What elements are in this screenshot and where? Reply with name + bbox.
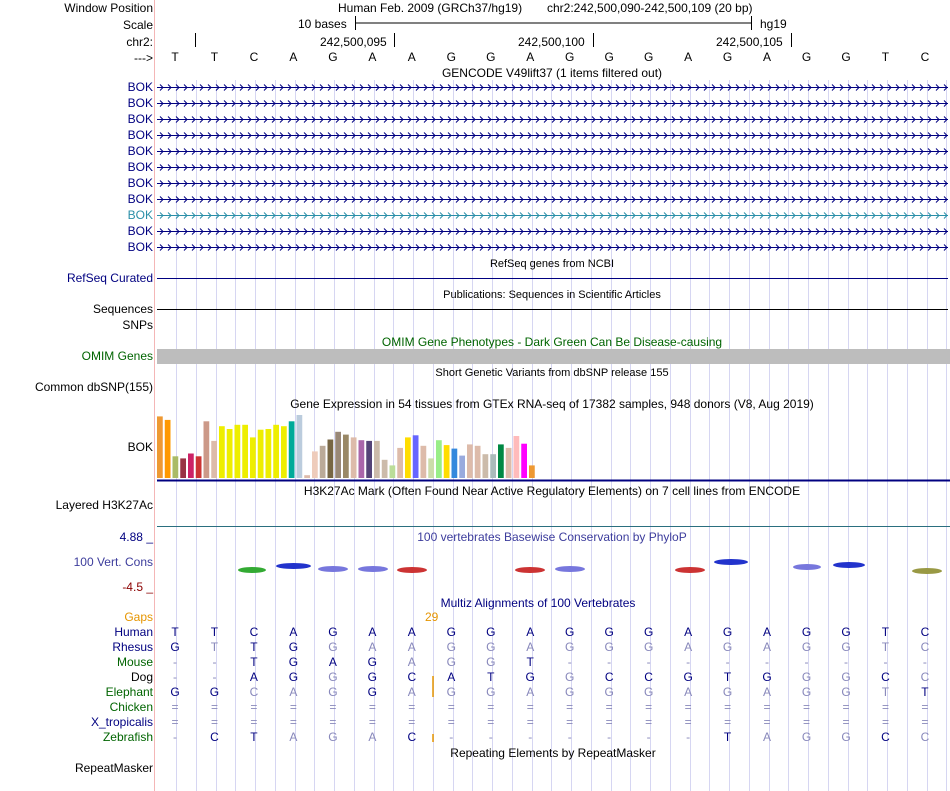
gencode-transcript-label[interactable]: BOK xyxy=(127,80,153,94)
gencode-transcript-label[interactable]: BOK xyxy=(127,128,153,142)
alignment-base: - xyxy=(567,730,572,744)
alignment-base: A xyxy=(447,670,456,684)
alignment-base: = xyxy=(566,700,574,714)
alignment-base: G xyxy=(367,685,378,699)
species-label: Mouse xyxy=(116,655,153,669)
gtex-track-label[interactable]: BOK xyxy=(127,440,153,454)
gtex-bar xyxy=(521,444,527,478)
alignment-base: G xyxy=(604,625,614,639)
reference-base: A xyxy=(526,50,535,64)
h3k27ac-track-label[interactable]: Layered H3K27Ac xyxy=(55,498,153,512)
alignment-base: - xyxy=(765,655,770,669)
alignment-base: A xyxy=(407,655,416,669)
alignment-base: G xyxy=(565,640,575,654)
alignment-base: = xyxy=(803,715,811,729)
alignment-base: C xyxy=(920,625,930,639)
omim-bar xyxy=(157,349,950,364)
phylop-max-label: 4.88 _ xyxy=(119,530,153,544)
alignment-base: = xyxy=(645,715,653,729)
alignment-base: - xyxy=(567,655,572,669)
alignment-base: C xyxy=(249,685,259,699)
phylop-logo-glyph xyxy=(675,567,705,573)
species-label: Zebrafish xyxy=(102,730,153,744)
alignment-base: G xyxy=(762,670,772,684)
alignment-base: C xyxy=(881,670,890,684)
alignment-base: C xyxy=(881,730,890,744)
gencode-track-title: GENCODE V49lift37 (1 items filtered out) xyxy=(441,66,663,80)
alignment-base: = xyxy=(487,715,495,729)
assembly-title: Human Feb. 2009 (GRCh37/hg19) xyxy=(338,1,523,15)
species-label: Human xyxy=(114,625,153,639)
alignment-base: G xyxy=(801,685,812,699)
alignment-base: - xyxy=(212,670,217,684)
alignment-base: C xyxy=(920,730,930,744)
sequences-track-label[interactable]: Sequences xyxy=(92,302,153,316)
gencode-transcript-label[interactable]: BOK xyxy=(127,224,153,238)
gtex-bar xyxy=(343,435,349,478)
gtex-bar xyxy=(436,440,442,478)
alignment-base: = xyxy=(921,715,929,729)
repeatmasker-track-label[interactable]: RepeatMasker xyxy=(74,761,153,775)
alignment-base: G xyxy=(328,640,338,654)
reference-base: G xyxy=(446,50,456,64)
phylop-logo-glyph xyxy=(555,566,585,572)
alignment-base: = xyxy=(684,700,692,714)
alignment-base: A xyxy=(368,730,377,744)
alignment-base: G xyxy=(722,640,733,654)
dbsnp-track-title: Short Genetic Variants from dbSNP release 155 xyxy=(435,367,669,379)
gencode-transcript-label[interactable]: BOK xyxy=(127,144,153,158)
alignment-base: T xyxy=(210,625,219,639)
publications-track-title: Publications: Sequences in Scientific Articles xyxy=(443,289,661,301)
gtex-bar xyxy=(390,465,396,478)
alignment-base: G xyxy=(722,685,733,699)
alignment-base: - xyxy=(646,655,651,669)
alignment-base: G xyxy=(209,685,220,699)
reference-base: C xyxy=(920,50,930,64)
alignment-base: = xyxy=(368,715,376,729)
refseq-track-label[interactable]: RefSeq Curated xyxy=(66,271,153,285)
alignment-base: = xyxy=(210,715,218,729)
scale-label: Scale xyxy=(122,18,153,32)
reference-base: A xyxy=(684,50,693,64)
alignment-base: T xyxy=(250,640,258,654)
alignment-base: = xyxy=(526,715,534,729)
alignment-base: = xyxy=(329,715,337,729)
alignment-base: G xyxy=(565,625,575,639)
alignment-base: - xyxy=(804,655,809,669)
gencode-transcript-label[interactable]: BOK xyxy=(127,192,153,206)
alignment-base: G xyxy=(801,670,812,684)
alignment-base: A xyxy=(328,655,337,669)
alignment-base: A xyxy=(289,625,298,639)
alignment-base: T xyxy=(250,655,258,669)
gtex-bar xyxy=(320,446,326,478)
gtex-bar xyxy=(165,420,171,478)
omim-track-title: OMIM Gene Phenotypes - Dark Green Can Be Disease-causing xyxy=(381,335,723,349)
alignment-base: - xyxy=(646,730,651,744)
coord-label-1: 242,500,095 xyxy=(320,35,387,49)
species-label: X_tropicalis xyxy=(90,715,153,729)
alignment-base: G xyxy=(565,685,575,699)
alignment-base: A xyxy=(684,640,693,654)
alignment-base: A xyxy=(526,625,535,639)
alignment-base: = xyxy=(250,700,258,714)
gencode-transcript-label[interactable]: BOK xyxy=(127,176,153,190)
alignment-base: = xyxy=(645,700,653,714)
alignment-base: = xyxy=(803,700,811,714)
alignment-base: - xyxy=(488,730,493,744)
gtex-bar xyxy=(258,430,264,478)
gtex-bar xyxy=(413,435,419,478)
gtex-bar xyxy=(235,425,241,478)
alignment-base: G xyxy=(841,625,851,639)
alignment-base: = xyxy=(763,715,771,729)
reference-base: G xyxy=(841,50,851,64)
alignment-base: G xyxy=(486,655,496,669)
alignment-base: C xyxy=(249,625,259,639)
reference-base: T xyxy=(171,50,179,64)
alignment-base: T xyxy=(526,655,534,669)
gtex-bar xyxy=(475,446,481,478)
repeatmasker-track-title: Repeating Elements by RepeatMasker xyxy=(450,746,656,760)
gtex-bar xyxy=(374,441,380,478)
alignment-base: = xyxy=(329,700,337,714)
gencode-transcript-label[interactable]: BOK xyxy=(127,96,153,110)
gtex-bar xyxy=(529,465,535,478)
snps-track-label[interactable]: SNPs xyxy=(122,318,153,332)
gtex-bar xyxy=(180,458,186,478)
alignment-base: G xyxy=(446,655,456,669)
gtex-track-title: Gene Expression in 54 tissues from GTEx RNA-seq of 17382 samples, 948 donors (V8, Aug 2019) xyxy=(290,397,814,411)
gtex-bar xyxy=(428,458,434,478)
alignment-base: T xyxy=(723,670,732,684)
alignment-base: A xyxy=(763,685,772,699)
alignment-base: - xyxy=(922,655,927,669)
gtex-bar xyxy=(459,456,465,478)
species-label: Chicken xyxy=(109,700,153,714)
alignment-base: - xyxy=(173,670,177,684)
gtex-bar xyxy=(421,446,427,478)
reference-base: G xyxy=(328,50,338,64)
alignment-base: A xyxy=(684,685,693,699)
gtex-bar xyxy=(498,444,504,478)
alignment-base: - xyxy=(173,655,177,669)
alignment-base: = xyxy=(605,700,613,714)
alignment-base: - xyxy=(607,655,612,669)
reference-base: G xyxy=(565,50,575,64)
gtex-bar xyxy=(157,416,163,478)
alignment-base: = xyxy=(210,700,218,714)
gtex-bar xyxy=(289,421,295,478)
alignment-base: A xyxy=(763,625,772,639)
gtex-bar xyxy=(405,437,411,478)
gencode-transcript-label[interactable]: BOK xyxy=(127,240,153,254)
phylop-logo-glyph xyxy=(358,566,388,572)
alignment-base: G xyxy=(486,640,496,654)
gtex-bar xyxy=(506,448,512,478)
reference-base: G xyxy=(801,50,812,64)
alignment-base: A xyxy=(249,670,258,684)
alignment-base: C xyxy=(407,670,417,684)
phylop-logo-glyph xyxy=(276,563,311,569)
alignment-base: G xyxy=(643,625,654,639)
chromosome-label: chr2: xyxy=(126,35,153,49)
alignment-base: G xyxy=(841,670,851,684)
alignment-base: = xyxy=(763,700,771,714)
alignment-base: G xyxy=(170,640,180,654)
alignment-base: T xyxy=(250,730,258,744)
alignment-base: G xyxy=(328,670,338,684)
gencode-transcript-label[interactable]: BOK xyxy=(127,112,153,126)
alignment-base: - xyxy=(686,730,691,744)
gtex-bar xyxy=(397,448,403,478)
alignment-base: A xyxy=(763,640,772,654)
alignment-base: T xyxy=(171,625,179,639)
alignment-base: G xyxy=(525,670,535,684)
alignment-base: G xyxy=(446,625,456,639)
alignment-base: A xyxy=(526,640,535,654)
alignment-base: = xyxy=(447,700,455,714)
alignment-base: A xyxy=(763,730,772,744)
alignment-base: = xyxy=(408,700,416,714)
alignment-base: = xyxy=(881,700,889,714)
alignment-base: G xyxy=(643,640,654,654)
alignment-base: G xyxy=(801,730,812,744)
alignment-base: G xyxy=(288,655,299,669)
alignment-base: = xyxy=(881,715,889,729)
scale-text: 10 bases xyxy=(298,17,347,31)
alignment-base: G xyxy=(604,685,614,699)
reference-base: G xyxy=(486,50,496,64)
alignment-base: = xyxy=(842,700,850,714)
alignment-base: G xyxy=(367,655,378,669)
alignment-base: C xyxy=(604,670,614,684)
alignment-base: G xyxy=(565,670,575,684)
alignment-base: G xyxy=(288,640,299,654)
alignment-base: - xyxy=(212,655,217,669)
alignment-base: T xyxy=(210,640,219,654)
gtex-bar xyxy=(266,429,272,478)
alignment-base: G xyxy=(328,685,338,699)
gtex-bar xyxy=(250,437,256,478)
alignment-base: = xyxy=(289,715,297,729)
alignment-base: G xyxy=(683,670,693,684)
phylop-track-title: 100 vertebrates Basewise Conservation by PhyloP xyxy=(417,530,687,544)
phylop-logo-glyph xyxy=(833,562,865,568)
gtex-bar xyxy=(196,456,202,478)
alignment-base: T xyxy=(723,730,732,744)
alignment-base: T xyxy=(881,685,890,699)
gtex-bar xyxy=(382,460,388,478)
alignment-base: = xyxy=(368,700,376,714)
alignment-base: G xyxy=(367,670,378,684)
alignment-base: A xyxy=(368,640,377,654)
reference-base: T xyxy=(210,50,219,64)
alignment-base: G xyxy=(841,685,851,699)
gtex-bar xyxy=(467,444,473,478)
window-position-label: Window Position xyxy=(64,1,153,15)
alignment-base: - xyxy=(173,730,177,744)
alignment-base: = xyxy=(447,715,455,729)
alignment-base: - xyxy=(686,655,691,669)
alignment-base: = xyxy=(289,700,297,714)
gap-count: 29 xyxy=(425,610,439,624)
omim-track-label[interactable]: OMIM Genes xyxy=(81,349,153,363)
alignment-base: = xyxy=(171,700,179,714)
alignment-base: G xyxy=(446,685,456,699)
alignment-base: A xyxy=(407,640,416,654)
alignment-base: A xyxy=(289,730,298,744)
gtex-bar xyxy=(173,456,179,478)
reference-base: G xyxy=(722,50,733,64)
alignment-base: A xyxy=(407,625,416,639)
species-label: Dog xyxy=(130,670,153,684)
gencode-transcript-label[interactable]: BOK xyxy=(127,160,153,174)
alignment-base: G xyxy=(170,685,180,699)
alignment-base: - xyxy=(528,730,533,744)
alignment-base: = xyxy=(724,715,732,729)
gtex-bar xyxy=(351,437,357,478)
gtex-bar xyxy=(304,475,310,478)
alignment-base: A xyxy=(526,685,535,699)
alignment-base: G xyxy=(604,640,614,654)
alignment-base: C xyxy=(407,730,417,744)
gtex-bar xyxy=(204,421,210,478)
gtex-bar xyxy=(242,425,248,478)
reference-base: A xyxy=(763,50,772,64)
alignment-base: - xyxy=(883,655,888,669)
alignment-base: G xyxy=(801,625,812,639)
alignment-base: G xyxy=(486,625,496,639)
species-label: Rhesus xyxy=(112,640,153,654)
alignment-base: C xyxy=(210,730,219,744)
gtex-bar xyxy=(366,441,372,478)
alignment-base: A xyxy=(407,685,416,699)
gtex-bar xyxy=(490,454,496,478)
gtex-bar xyxy=(297,415,303,478)
alignment-base: - xyxy=(843,655,848,669)
alignment-base: = xyxy=(487,700,495,714)
gtex-bar xyxy=(312,451,318,478)
alignment-base: G xyxy=(801,640,812,654)
gtex-bar xyxy=(335,432,341,478)
alignment-base: - xyxy=(607,730,612,744)
alignment-base: G xyxy=(643,685,654,699)
reference-base: C xyxy=(249,50,259,64)
gaps-label: Gaps xyxy=(124,610,153,624)
h3k27ac-track-title: H3K27Ac Mark (Often Found Near Active Regulatory Elements) on 7 cell lines from ENCODE xyxy=(303,484,801,498)
gtex-bar xyxy=(483,454,489,478)
alignment-base: = xyxy=(684,715,692,729)
alignment-base: T xyxy=(487,670,495,684)
species-label: Elephant xyxy=(105,685,153,699)
phylop-logo-glyph xyxy=(793,564,821,570)
alignment-base: - xyxy=(725,655,730,669)
alignment-base: C xyxy=(644,670,653,684)
phylop-min-label: -4.5 _ xyxy=(122,580,153,594)
gtex-bar xyxy=(188,454,194,479)
gtex-bar xyxy=(273,425,279,478)
reference-base: G xyxy=(604,50,614,64)
reference-base: A xyxy=(407,50,416,64)
alignment-base: = xyxy=(921,700,929,714)
alignment-base: G xyxy=(722,625,733,639)
alignment-base: = xyxy=(724,700,732,714)
gencode-transcript-label[interactable]: BOK xyxy=(127,208,153,222)
gtex-bar xyxy=(328,440,334,479)
alignment-base: = xyxy=(171,715,179,729)
alignment-base: C xyxy=(920,670,930,684)
phylop-logo-glyph xyxy=(714,559,748,565)
gtex-bar xyxy=(227,429,233,478)
alignment-base: = xyxy=(408,715,416,729)
reference-base: A xyxy=(368,50,377,64)
coord-label-2: 242,500,100 xyxy=(518,35,585,49)
alignment-base: G xyxy=(288,670,299,684)
alignment-base: = xyxy=(250,715,258,729)
scale-db: hg19 xyxy=(760,17,787,31)
alignment-base: G xyxy=(328,625,338,639)
alignment-base: T xyxy=(881,625,890,639)
reference-base: A xyxy=(289,50,298,64)
multiz-track-title: Multiz Alignments of 100 Vertebrates xyxy=(440,596,636,610)
gtex-bar xyxy=(211,441,217,478)
gtex-bar xyxy=(444,445,450,478)
refseq-track-title: RefSeq genes from NCBI xyxy=(489,258,615,270)
alignment-base: = xyxy=(605,715,613,729)
alignment-base: T xyxy=(881,640,890,654)
phylop-logo-glyph xyxy=(318,566,348,572)
gtex-bar xyxy=(219,426,225,478)
reference-base: T xyxy=(881,50,890,64)
alignment-base: - xyxy=(449,730,454,744)
gtex-bar xyxy=(514,436,520,478)
phylop-logo-glyph xyxy=(238,567,266,573)
alignment-base: = xyxy=(526,700,534,714)
alignment-base: G xyxy=(486,685,496,699)
phylop-logo-glyph xyxy=(397,567,427,573)
alignment-base: G xyxy=(328,730,338,744)
alignment-base: A xyxy=(368,625,377,639)
alignment-base: = xyxy=(566,715,574,729)
alignment-base: = xyxy=(842,715,850,729)
alignment-base: A xyxy=(684,625,693,639)
alignment-base: T xyxy=(921,685,929,699)
phylop-logo-glyph xyxy=(912,568,942,574)
strand-arrow-label: ---> xyxy=(134,51,153,65)
gtex-bar xyxy=(281,426,287,478)
phylop-track-label[interactable]: 100 Vert. Cons xyxy=(73,555,153,569)
alignment-base: A xyxy=(289,685,298,699)
gtex-bar xyxy=(452,449,458,478)
reference-base: G xyxy=(643,50,654,64)
alignment-base: G xyxy=(841,730,851,744)
alignment-base: C xyxy=(920,640,930,654)
alignment-base: G xyxy=(841,640,851,654)
dbsnp-track-label[interactable]: Common dbSNP(155) xyxy=(34,380,153,394)
alignment-base: G xyxy=(446,640,456,654)
coord-label-3: 242,500,105 xyxy=(716,35,783,49)
phylop-logo-glyph xyxy=(515,567,545,573)
gtex-bar xyxy=(359,440,365,478)
position-readout: chr2:242,500,090-242,500,109 (20 bp) xyxy=(547,1,753,15)
